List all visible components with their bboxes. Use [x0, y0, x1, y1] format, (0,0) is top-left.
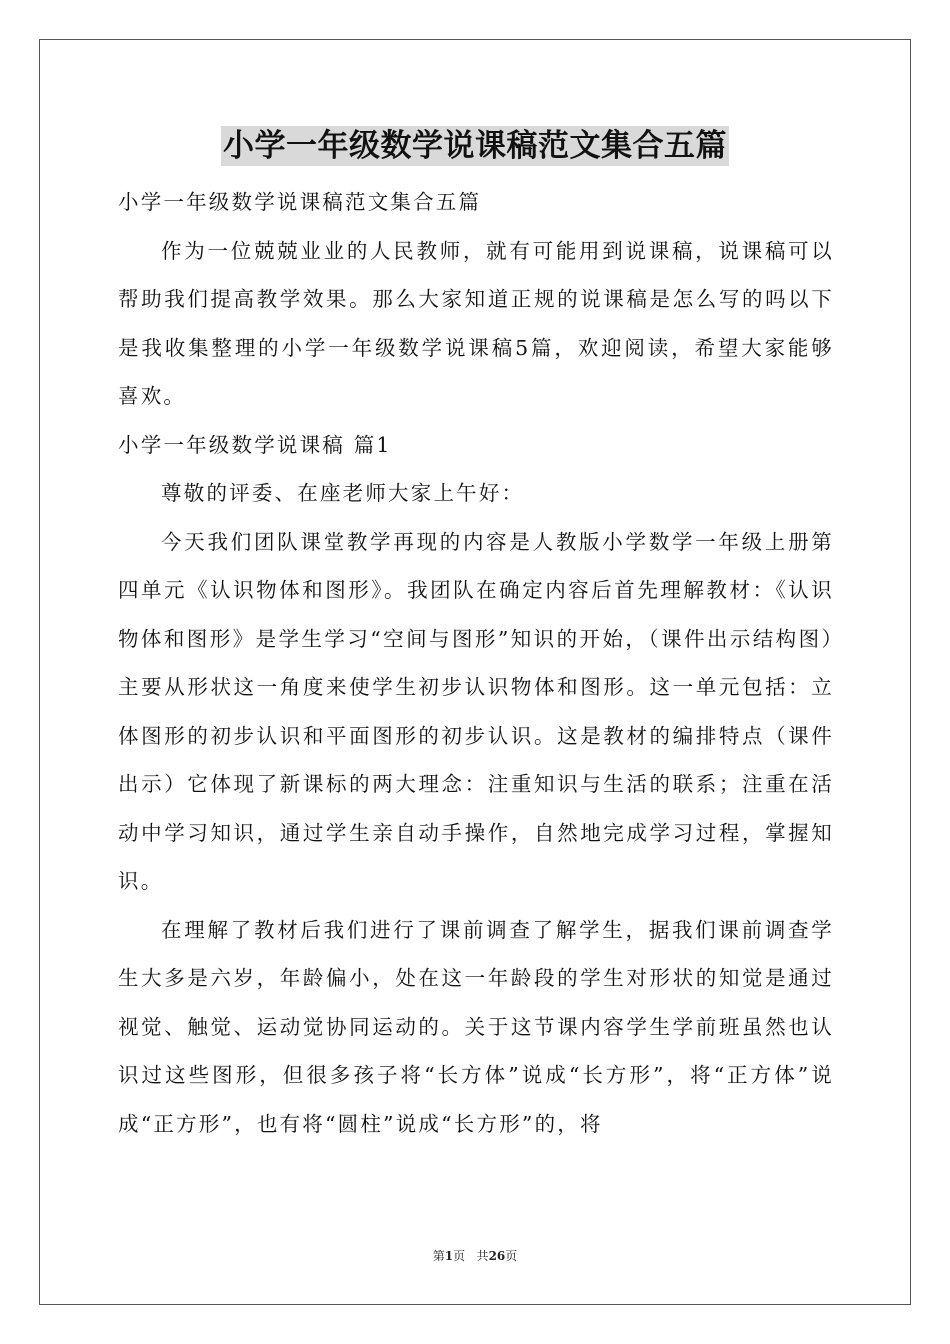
title-container [0, 126, 950, 166]
content-paragraph: 在理解了教材后我们进行了课前调查了解学生，据我们课前调查学生大多是六岁，年龄偏小，处在这一年龄段的学生对形状的知觉是通过视觉、触觉、运动觉协同运动的。关于这节课内容学生学前班虽然也认识过这些图形，但很多孩子将“长方体”说成“长方形”，将“正方体”说成“正方形”，也有将“圆柱”说成“长方形”的，将 [118, 917, 834, 1136]
page-number: 1 [444, 1249, 454, 1263]
page-prefix: 第 [432, 1249, 445, 1263]
document-title: 小学一年级数学说课稿范文集合五篇 [223, 128, 727, 164]
document-body [118, 178, 834, 1148]
document-subtitle: 小学一年级数学说课稿范文集合五篇 [118, 190, 482, 214]
total-prefix: 共 [476, 1249, 489, 1263]
greeting-paragraph: 尊敬的评委、在座老师大家上午好： [161, 481, 525, 505]
page-suffix: 页 [453, 1249, 466, 1263]
intro-paragraph: 作为一位兢兢业业的人民教师，就有可能用到说课稿，说课稿可以帮助我们提高教学效果。那么大家知道正规的说课稿是怎么写的吗以下是我收集整理的小学一年级数学说课稿5篇，欢迎阅读，希望大家能够喜欢。 [118, 238, 834, 408]
page-footer [0, 1247, 950, 1264]
content-paragraph: 今天我们团队课堂教学再现的内容是人教版小学数学一年级上册第四单元《认识物体和图形》。我团队在确定内容后首先理解教材：《认识物体和图形》是学生学习“空间与图形”知识的开始，（课件出示结构图）主要从形状这一角度来使学生初步认识物体和图形。这一单元包括：立体图形的初步认识和平面图形的初步认识。这是教材的编排特点（课件出示）它体现了新课标的两大理念：注重知识与生活的联系；注重在活动中学习知识，通过学生亲自动手操作，自然地完成学习过程，掌握知识。 [118, 529, 834, 893]
total-pages: 26 [488, 1249, 506, 1263]
section-heading: 小学一年级数学说课稿 篇1 [118, 432, 392, 457]
total-suffix: 页 [505, 1249, 518, 1263]
